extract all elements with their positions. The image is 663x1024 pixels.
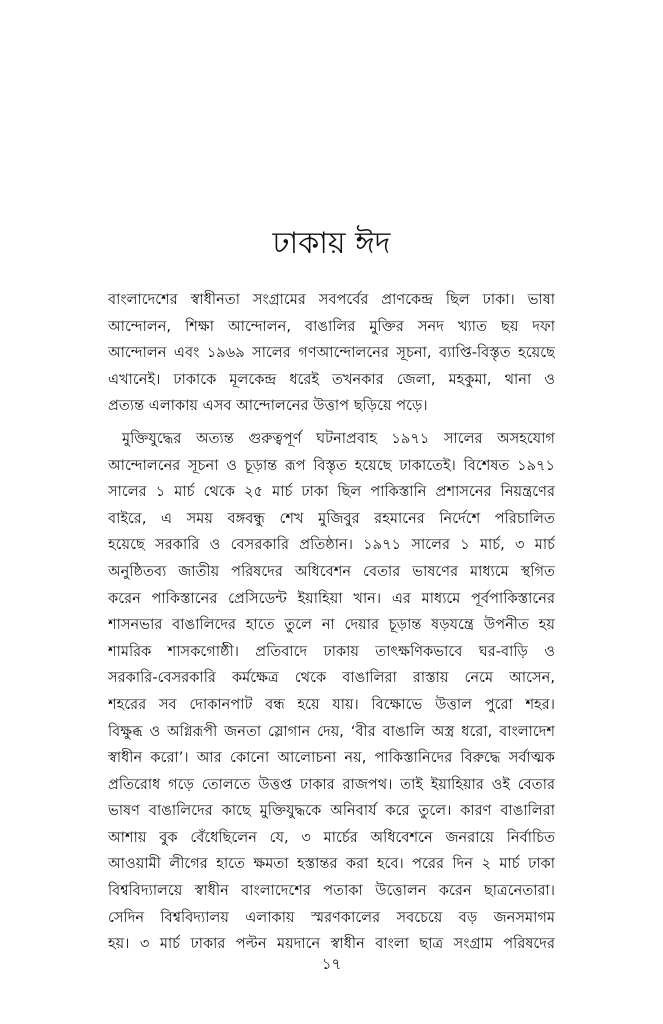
chapter-body: [108, 287, 555, 958]
paragraph-1: [108, 287, 555, 420]
page-number: ১৭: [321, 955, 342, 973]
paragraph-line: হয়। ৩ মার্চ ঢাকার পল্টন ময়দানে স্বাধীন বাংলা ছাত্র সংগ্রাম পরিষদের: [108, 935, 555, 953]
paragraph-line: শামরিক শাসকগোষ্ঠী। প্রতিবাদে ঢাকায় তাৎক্ষণিকভাবে ঘর-বাড়ি ও: [108, 642, 555, 660]
paragraph-line: বাংলাদেশের স্বাধীনতা সংগ্রামের সবপর্বের প্রাণকেন্দ্র ছিল ঢাকা। ভাষা: [108, 291, 555, 308]
paragraph-line: শহরের সব দোকানপাট বন্ধ হয়ে যায়। বিক্ষোভে উত্তাল পুরো শহর।: [108, 695, 555, 713]
paragraph-line: শাসনভার বাঙালিদের হাতে তুলে না দেয়ার চূড়ান্ত ষড়যন্ত্রে উপনীত হয়: [108, 616, 555, 634]
paragraph-line: মুক্তিযুদ্ধের অত্যন্ত গুরুত্বপূর্ণ ঘটনাপ্রবাহ ১৯৭১ সালের অসহযোগ: [122, 429, 555, 447]
paragraph-line: সালের ১ মার্চ থেকে ২৫ মার্চ ঢাকা ছিল পাকিস্তানি প্রশাসনের নিয়ন্ত্রণের: [108, 483, 555, 501]
paragraph-line: অনুষ্ঠিতব্য জাতীয় পরিষদের অধিবেশন বেতার ভাষণের মাধ্যমে স্থগিত: [108, 562, 555, 580]
paragraph-line: স্বাধীন করো’। আর কোনো আলোচনা নয়, পাকিস্তানিদের বিরুদ্ধে সর্বাত্মক: [108, 749, 555, 767]
chapter-title: ঢাকায় ঈদ: [272, 226, 391, 261]
paragraph-line: সেদিন বিশ্ববিদ্যালয় এলাকায় স্মরণকালের সবচেয়ে বড় জনসমাগম: [108, 908, 555, 926]
paragraph-line: প্রত্যন্ত এলাকায় এসব আন্দোলনের উত্তাপ ছড়িয়ে পড়ে।: [108, 397, 428, 415]
paragraph-line: আশায় বুক বেঁধেছিলেন যে, ৩ মার্চের অধিবেশনে জনরায়ে নির্বাচিত: [108, 828, 555, 846]
paragraph-line: আন্দোলন, শিক্ষা আন্দোলন, বাঙালির মুক্তির সনদ খ্যাত ছয় দফা: [108, 317, 555, 335]
paragraph-line: বিশ্ববিদ্যালয়ে স্বাধীন বাংলাদেশের পতাকা উত্তোলন করেন ছাত্রনেতারা।: [108, 882, 555, 900]
paragraph-line: ভাষণ বাঙালিদের কাছে মুক্তিযুদ্ধকে অনিবার্য করে তুলে। কারণ বাঙালিরা: [108, 802, 555, 820]
paragraph-line: আওয়ামী লীগের হাতে ক্ষমতা হস্তান্তর করা হবে। পরের দিন ২ মার্চ ঢাকা: [108, 855, 555, 873]
paragraph-line: সরকারি-বেসরকারি কর্মক্ষেত্র থেকে বাঙালিরা রাস্তায় নেমে আসেন,: [108, 669, 555, 687]
paragraph-line: প্রতিরোধ গড়ে তোলতে উত্তপ্ত ঢাকার রাজপথ। তাই ইয়াহিয়ার ওই বেতার: [108, 775, 555, 793]
paragraph-line: আন্দোলনের সূচনা ও চূড়ান্ত রূপ বিস্তৃত হয়েছে ঢাকাতেই। বিশেষত ১৯৭১: [108, 456, 555, 474]
paragraph-line: বিক্ষুব্ধ ও অগ্নিরূপী জনতা স্লোগান দেয়, ‘বীর বাঙালি অস্ত্র ধরো, বাংলাদেশ: [108, 722, 555, 740]
paragraph-line: বাইরে, এ সময় বঙ্গবন্ধু শেখ মুজিবুর রহমানের নির্দেশে পরিচালিত: [108, 509, 555, 527]
paragraph-line: করেন পাকিস্তানের প্রেসিডেন্ট ইয়াহিয়া খান। এর মাধ্যমে পূর্বপাকিস্তানের: [108, 589, 555, 607]
paragraph-line: হয়েছে সরকারি ও বেসরকারি প্রতিষ্ঠান। ১৯৭১ সালের ১ মার্চ, ৩ মার্চ: [108, 536, 555, 554]
paragraph-2: [108, 426, 555, 958]
paragraph-line: আন্দোলন এবং ১৯৬৯ সালের গণআন্দোলনের সূচনা, ব্যাপ্তি-বিস্তৃত হয়েছে: [108, 344, 555, 362]
paragraph-line: এখানেই। ঢাকাকে মূলকেন্দ্র ধরেই তখনকার জেলা, মহকুমা, থানা ও: [108, 370, 555, 388]
